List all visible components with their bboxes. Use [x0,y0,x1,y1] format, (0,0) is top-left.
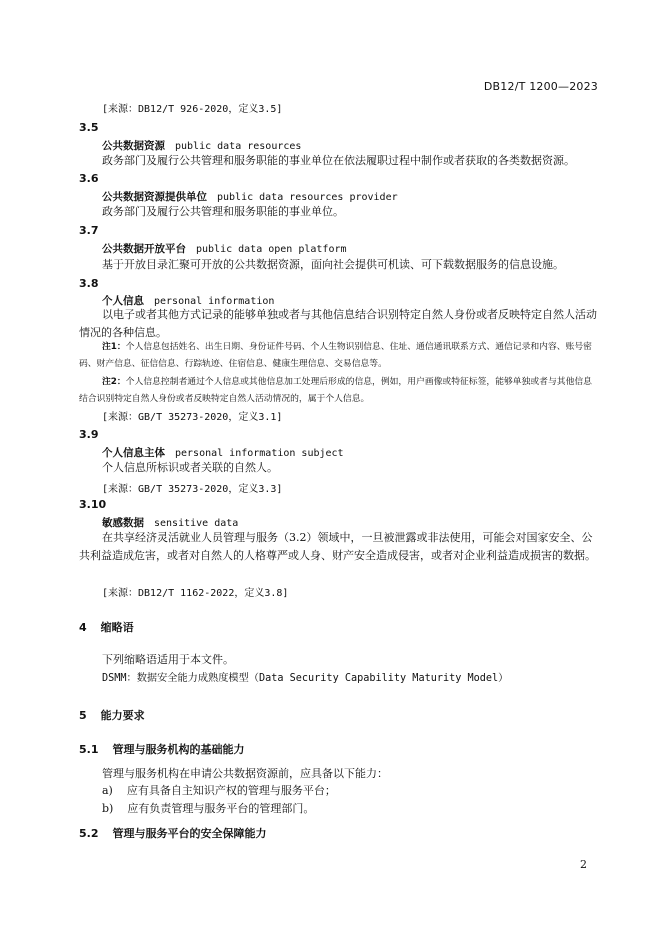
list-item [102,782,336,800]
source-reference: [来源：GB/T 35273-2020，定义3.3] [102,484,283,495]
list-item-text: 应有具备自主知识产权的管理与服务平台； [126,784,336,797]
source-reference: [来源：DB12/T 926-2020，定义3.5] [102,104,283,115]
term-chinese: 敏感数据 [102,517,144,529]
document-code-header: DB12/T 1200—2023 [483,80,598,93]
term-heading [102,241,347,256]
section-heading [79,707,145,723]
section-title: 能力要求 [100,709,145,722]
entry-number: 3.6 [79,172,99,185]
entry-number: 3.9 [79,428,99,441]
list-marker: b) [102,802,114,815]
subsection-heading [79,825,267,841]
source-reference: [来源：DB12/T 1162-2022，定义3.8] [102,588,289,599]
term-chinese: 个人信息 [102,295,144,307]
abbreviation-entry: DSMM：数据安全能力成熟度模型（Data Security Capability Maturity Model） [102,673,509,684]
section-title: 缩略语 [100,621,134,634]
term-definition: 个人信息所标识或者关联的自然人。 [102,461,278,474]
source-reference: [来源：GB/T 35273-2020，定义3.1] [102,412,283,423]
term-heading [102,515,238,530]
section-number: 5 [79,709,87,722]
term-chinese: 公共数据开放平台 [102,243,186,255]
note-2 [79,374,599,408]
list-item-text: 应有负责管理与服务平台的管理部门。 [127,802,315,815]
term-definition: 基于开放目录汇聚可开放的公共数据资源，面向社会提供可机读、可下载数据服务的信息设施。 [102,258,564,271]
term-english: public data resources [175,141,302,152]
list-marker: a) [102,784,113,797]
note-text: 个人信息包括姓名、出生日期、身份证件号码、个人生物识别信息、住址、通信通讯联系方式、通信记录和内容、账号密码、财产信息、征信信息、行踪轨迹、住宿信息、健康生理信息、交易信息等。 [79,342,592,369]
note-label: 注2： [102,377,126,387]
section-heading [79,619,134,635]
list-item [102,800,314,818]
entry-number: 3.5 [79,121,99,134]
section-number: 5.1 [79,743,99,756]
term-heading [102,138,301,153]
section-title: 管理与服务平台的安全保障能力 [112,827,267,840]
term-chinese: 公共数据资源提供单位 [102,191,207,203]
section-title: 管理与服务机构的基础能力 [112,743,245,756]
entry-number: 3.7 [79,224,99,237]
paragraph: 管理与服务机构在申请公共数据资源前，应具备以下能力： [102,767,388,780]
page-number: 2 [580,858,587,871]
term-english: sensitive data [154,518,239,529]
section-number: 5.2 [79,827,99,840]
term-heading [102,189,398,204]
term-definition: 政务部门及履行公共管理和服务职能的事业单位在依法履职过程中制作或者获取的各类数据资源。 [102,154,575,167]
term-heading [102,445,344,460]
note-label: 注1： [102,342,126,352]
note-text: 个人信息控制者通过个人信息或其他信息加工处理后形成的信息，例如，用户画像或特征标签，能够单独或者与其他信息结合识别特定自然人身份或者反映特定自然人活动情况的，属于个人信息。 [79,377,592,404]
term-chinese: 个人信息主体 [102,447,165,459]
term-definition: 政务部门及履行公共管理和服务职能的事业单位。 [102,205,344,218]
subsection-heading [79,741,245,757]
term-definition: 在共享经济灵活就业人员管理与服务（3.2）领域中，一旦被泄露或非法使用，可能会对国家安全、公共利益造成危害，或者对自然人的人格尊严或人身、财产安全造成侵害，或者对企业利益造成损害的数据。 [79,531,596,562]
term-english: public data resources provider [217,192,398,203]
term-english: personal information subject [175,448,344,459]
term-english: personal information [154,296,275,307]
entry-number: 3.8 [79,277,99,290]
term-chinese: 公共数据资源 [102,140,165,152]
section-number: 4 [79,621,87,634]
paragraph: 下列缩略语适用于本文件。 [102,653,234,666]
entry-number: 3.10 [79,498,107,511]
term-english: public data open platform [196,244,347,255]
term-definition: 以电子或者其他方式记录的能够单独或者与其他信息结合识别特定自然人身份或者反映特定自然人活动情况的各种信息。 [79,308,597,339]
note-1 [79,339,599,373]
